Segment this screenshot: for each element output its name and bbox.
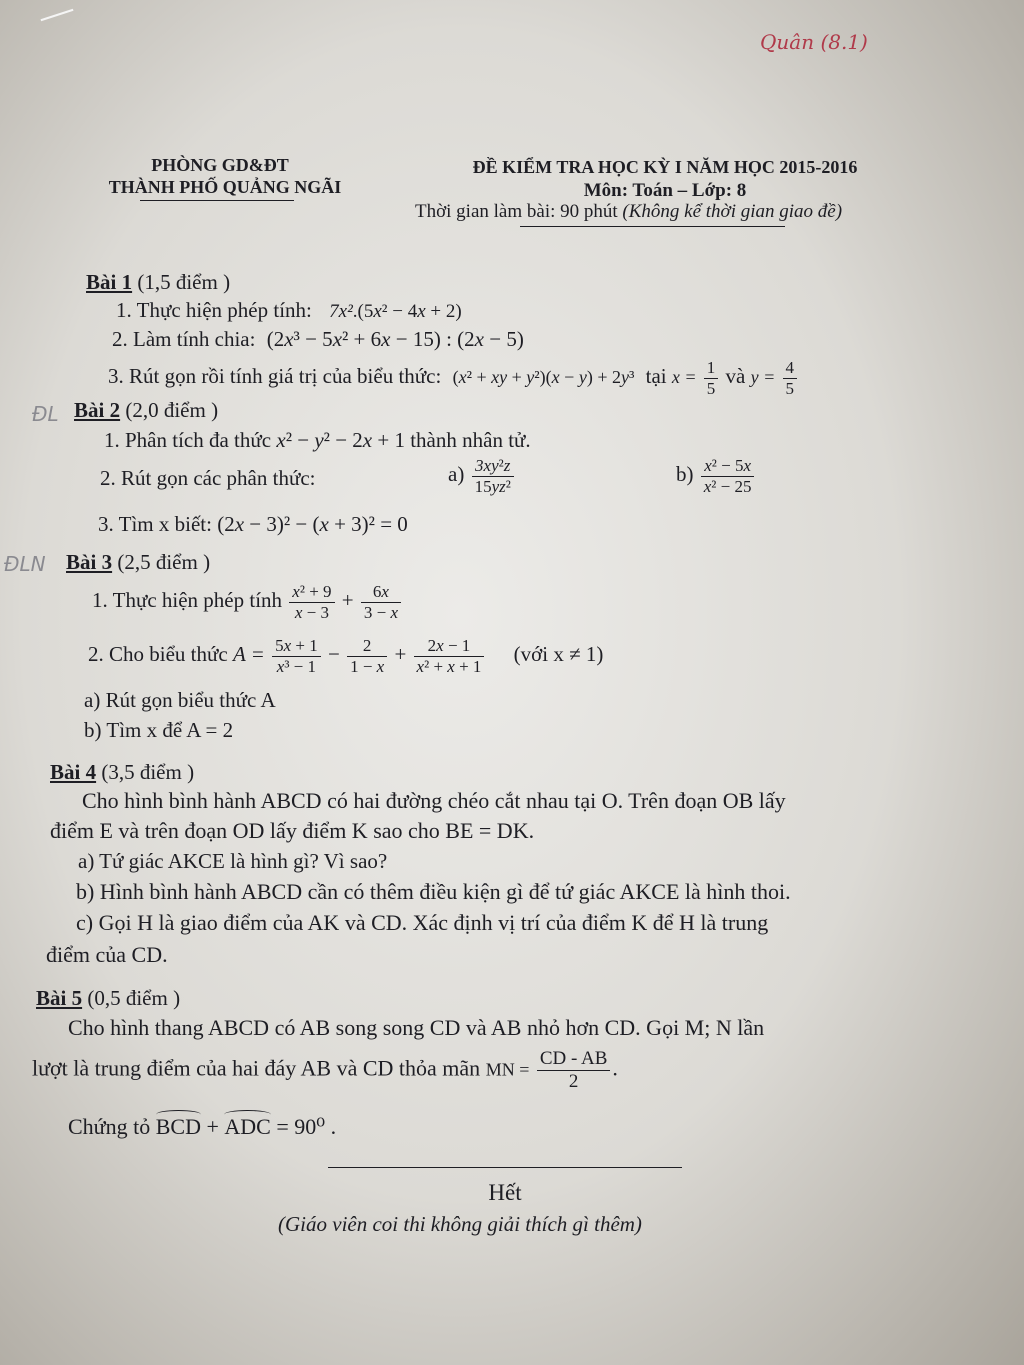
bai2-points: (2,0 điểm ) [125,398,219,422]
header-city: THÀNH PHỐ QUẢNG NGÃI [108,177,342,197]
minus-sign: − [327,641,340,666]
margin-mark-b3: ĐLN [4,552,46,576]
header-left-rule [140,200,294,201]
bai1-q1 [116,298,462,323]
pen-stroke [41,9,74,21]
bai5-line3-text: Chứng tỏ [68,1114,151,1139]
margin-mark-b2: ĐL [32,402,59,426]
bai2-title: Bài 2 [74,398,121,422]
footer-rule [328,1167,682,1168]
period: . [612,1055,618,1081]
bai1-q3-text: 3. Rút gọn rồi tính giá trị của biểu thức: [108,363,442,388]
expr-a-eq: A = [232,641,265,666]
bai2-q2-text: 2. Rút gọn các phân thức: [100,466,316,490]
bai5-points: (0,5 điểm ) [87,986,181,1010]
bai4-heading [50,760,194,785]
bai4-qc2: điểm của CD. [46,942,168,967]
fraction-one-fifth: $\frac{1}{5}$ [704,358,719,398]
bai1-q3-at: tại [645,363,667,388]
bai3-title: Bài 3 [66,550,113,574]
bai2-q2-b [676,456,756,496]
bai4-points: (3,5 điểm ) [101,760,195,784]
bai1-q2 [112,327,524,352]
bai3-qa: a) Rút gọn biểu thức A [84,688,276,712]
bai3-q2-text: 2. Cho biểu thức [88,641,228,666]
fraction-x2-5x-x2-25: $\frac{\text{x² − 5x}}{\text{x² − 25}}$ [701,456,755,496]
mn-eq: MN = [485,1059,530,1080]
header-right-rule [520,226,785,227]
bai1-q3-expr: (x² + xy + y²)(x − y) + 2y³ [452,366,635,387]
bai5-line1: Cho hình thang ABCD có AB song song CD và AB nhỏ hơn CD. Gọi M; N lần [68,1015,765,1040]
fraction-6x-3minusx: $\frac{6x}{3 - x}$ [361,582,401,622]
bai1-q1-expr-rest: .(5x² − 4x + 2) [352,301,462,322]
bai1-q1-expr: 7x² [329,301,353,322]
bai3-heading [66,550,210,575]
angle-adc: ADC [224,1114,271,1139]
bai5-line2-text: lượt là trung điểm của hai đáy AB và CD thỏa mãn [32,1055,481,1081]
header-dept: PHÒNG GD&ĐT [151,155,289,175]
bai1-q3-and: và [725,363,746,388]
bai1-q3 [108,358,799,398]
bai2-q2-b-label: b) [676,461,694,486]
bai2-q1-b: thành nhân tử. [410,428,531,452]
exam-title: ĐỀ KIỂM TRA HỌC KỲ I NĂM HỌC 2015-2016 [472,157,858,177]
fraction-2-1minusx: $\frac{2}{1 - x}$ [347,636,387,676]
bai1-x-eq: x = [671,366,697,387]
fraction-cd-ab-2: $\frac{CD - AB}{2}$ [537,1048,611,1093]
footer-note: (Giáo viên coi thi không giải thích gì thêm) [278,1212,642,1236]
end-label: Hết [488,1180,522,1205]
bai3-qb: b) Tìm x để A = 2 [84,718,234,742]
fraction-four-fifths: $\frac{4}{5}$ [783,358,798,398]
bai4-qa: a) Tứ giác AKCE là hình gì? Vì sao? [78,849,388,873]
exam-time-note: (Không kể thời gian giao đề) [622,201,843,222]
bai2-q3-expr: (2x − 3)² − (x + 3)² = 0 [217,512,408,536]
plus-sign: + [341,587,354,612]
bai5-title: Bài 5 [36,986,83,1010]
bai2-q3-text: 3. Tìm x biết: [98,512,212,536]
bai3-q1-text: 1. Thực hiện phép tính [92,587,283,612]
bai4-qc1: c) Gọi H là giao điểm của AK và CD. Xác định vị trí của điểm K để H là trung [76,910,769,935]
bai2-heading [74,398,218,423]
fraction-2x1-x2x1: $\frac{2x - 1}{\text{x² + x + 1}}$ [414,636,485,676]
bai2-q2-a [448,456,516,496]
bai1-points: (1,5 điểm ) [137,270,231,294]
bai1-q2-expr: (2x³ − 5x² + 6x − 15) : (2x − 5) [266,327,524,351]
plus-sign-2: + [394,641,407,666]
bai2-q1-a: 1. Phân tích đa thức [104,428,272,452]
bai4-title: Bài 4 [50,760,97,784]
bai4-intro1: Cho hình bình hành ABCD có hai đường chéo cắt nhau tại O. Trên đoạn OB lấy [82,788,786,813]
fraction-5x1-x3-1: $\frac{5x + 1}{\text{x³ − 1}}$ [272,636,321,676]
bai2-q1 [104,428,531,453]
exam-time-text: Thời gian làm bài: 90 phút [415,201,618,222]
bai1-heading [86,270,230,295]
bai1-title: Bài 1 [86,270,133,294]
bai2-q1-expr: x² − y² − 2x + 1 [276,428,405,452]
bai3-q2 [88,636,603,676]
bai1-q2-text: 2. Làm tính chia: [112,327,256,351]
bai1-q1-text: 1. Thực hiện phép tính: [116,298,312,322]
bai1-y-eq: y = [750,366,776,387]
bai2-q3 [98,512,408,537]
angle-bcd: BCD [155,1114,201,1139]
bai3-points: (2,5 điểm ) [117,550,211,574]
bai4-qb: b) Hình bình hành ABCD cần có thêm điều kiện gì để tứ giác AKCE là hình thoi. [76,879,791,904]
bai4-intro2: điểm E và trên đoạn OD lấy điểm K sao cho BE = DK. [50,818,535,843]
bai3-q2-cond: (với x ≠ 1) [513,641,604,666]
bai5-line3: Chứng tỏ BCD + ADC = 90⁰ . [68,1114,337,1139]
exam-subject: Môn: Toán – Lớp: 8 [583,180,747,201]
bai3-q1 [92,582,403,622]
bai5-line2 [32,1048,618,1093]
fraction-3xy2z-15yz2: $\frac{\text{3xy²z}}{\text{15yz²}}$ [472,456,514,496]
fraction-x2plus9-xminus3: $\frac{\text{x² + 9}}{x - 3}$ [289,582,334,622]
bai5-heading [36,986,180,1011]
exam-time [415,201,842,223]
bai2-q2-a-label: a) [448,461,465,486]
handwritten-note: Quân (8.1) [760,30,868,54]
